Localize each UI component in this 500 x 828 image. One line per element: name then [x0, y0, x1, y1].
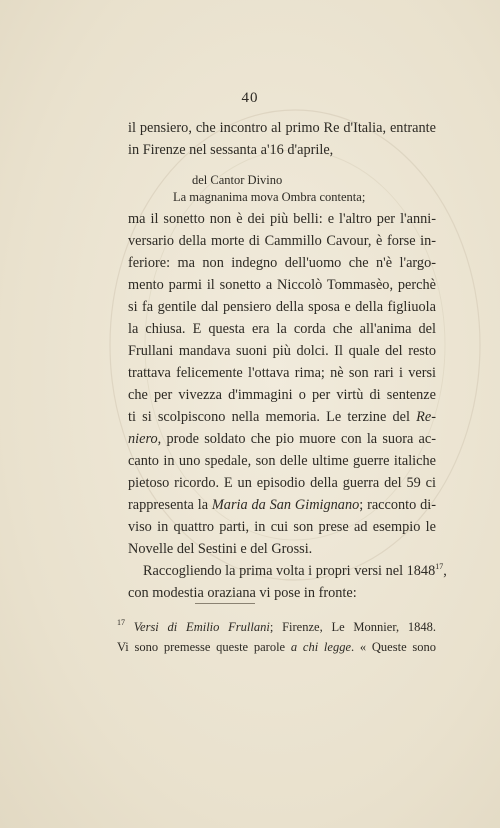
text-line: Novelle del Sestini e del Grossi.	[128, 541, 313, 557]
text-line: si fa gentile dal pensiero della sposa e della figliuola	[128, 299, 436, 315]
text-line: versario della morte di Cammillo Cavour, è forse in-	[128, 233, 436, 249]
text-line: canto in uno spedale, son delle ultime guerre italiche	[128, 453, 436, 469]
text-line	[128, 494, 436, 516]
text-segment: . « Queste sono	[351, 640, 436, 654]
text-line: in Firenze nel sessanta a'16 d'aprile,	[128, 142, 334, 158]
text-segment: ; racconto di-	[359, 497, 437, 513]
text-segment: ; Firenze, Le Monnier, 1848.	[269, 620, 437, 634]
text-line: ma il sonetto non è dei più belli: e l'altro per l'anni-	[128, 211, 436, 227]
main-paragraph	[128, 208, 447, 604]
text-line: viso in quattro parti, in cui son prese ad esempio le	[128, 519, 436, 535]
italic-title: Versi di Emilio Frullani	[133, 620, 270, 634]
block-quote	[0, 172, 500, 206]
text-line: con modestia oraziana vi pose in fronte:	[128, 585, 357, 601]
italic-phrase: a chi legge	[290, 640, 351, 654]
text-line	[128, 406, 436, 428]
italic-title: Maria da San Gimignano	[211, 497, 360, 513]
footnote-divider	[195, 603, 255, 604]
text-segment: Vi sono premesse queste parole	[117, 640, 286, 654]
text-line: feriore: ma non indegno dell'uomo che n'è l'argo-	[128, 255, 436, 271]
text-line	[128, 560, 447, 582]
text-segment: Raccogliendo la prima volta i propri versi nel 1848	[143, 563, 436, 579]
text-line	[128, 428, 436, 450]
text-line: il pensiero, che incontro al primo Re d'Italia, entrante	[128, 120, 436, 136]
text-line: Frullani mandava suoni più dolci. Il quale del resto	[128, 343, 436, 359]
text-line: la chiusa. E questa era la corda che all'anima del	[128, 321, 436, 337]
text-segment: ,	[443, 563, 447, 579]
opening-text	[128, 117, 436, 161]
page-number: 40	[241, 90, 259, 106]
text-line: mento parmi il sonetto a Niccolò Tommasèo, perchè	[128, 277, 436, 293]
quote-line: La magnanima mova Ombra contenta;	[173, 190, 366, 204]
text-line: che per vivezza d'immagini o per virtù di sentenze	[128, 387, 436, 403]
quote-line: del Cantor Divino	[192, 173, 283, 187]
footnote-line	[117, 637, 436, 657]
text-segment: ti si scolpiscono nella memoria. Le terzine del	[128, 409, 410, 425]
text-segment: , prode soldato che pio muore con la suora ac-	[157, 431, 436, 447]
text-line: trattava felicemente l'ottava rima; nè son rari i versi	[128, 365, 436, 381]
italic-title: niero	[128, 431, 158, 447]
text-segment: rappresenta la	[128, 497, 209, 513]
footnote-line	[117, 617, 436, 637]
italic-title: Re-	[416, 409, 436, 425]
footnote-marker: 17	[117, 618, 125, 627]
footnote-ref[interactable]: 17	[435, 562, 444, 571]
footnotes	[117, 617, 437, 657]
text-line: pietoso ricordo. E un episodio della guerra del 59 ci	[128, 475, 436, 491]
